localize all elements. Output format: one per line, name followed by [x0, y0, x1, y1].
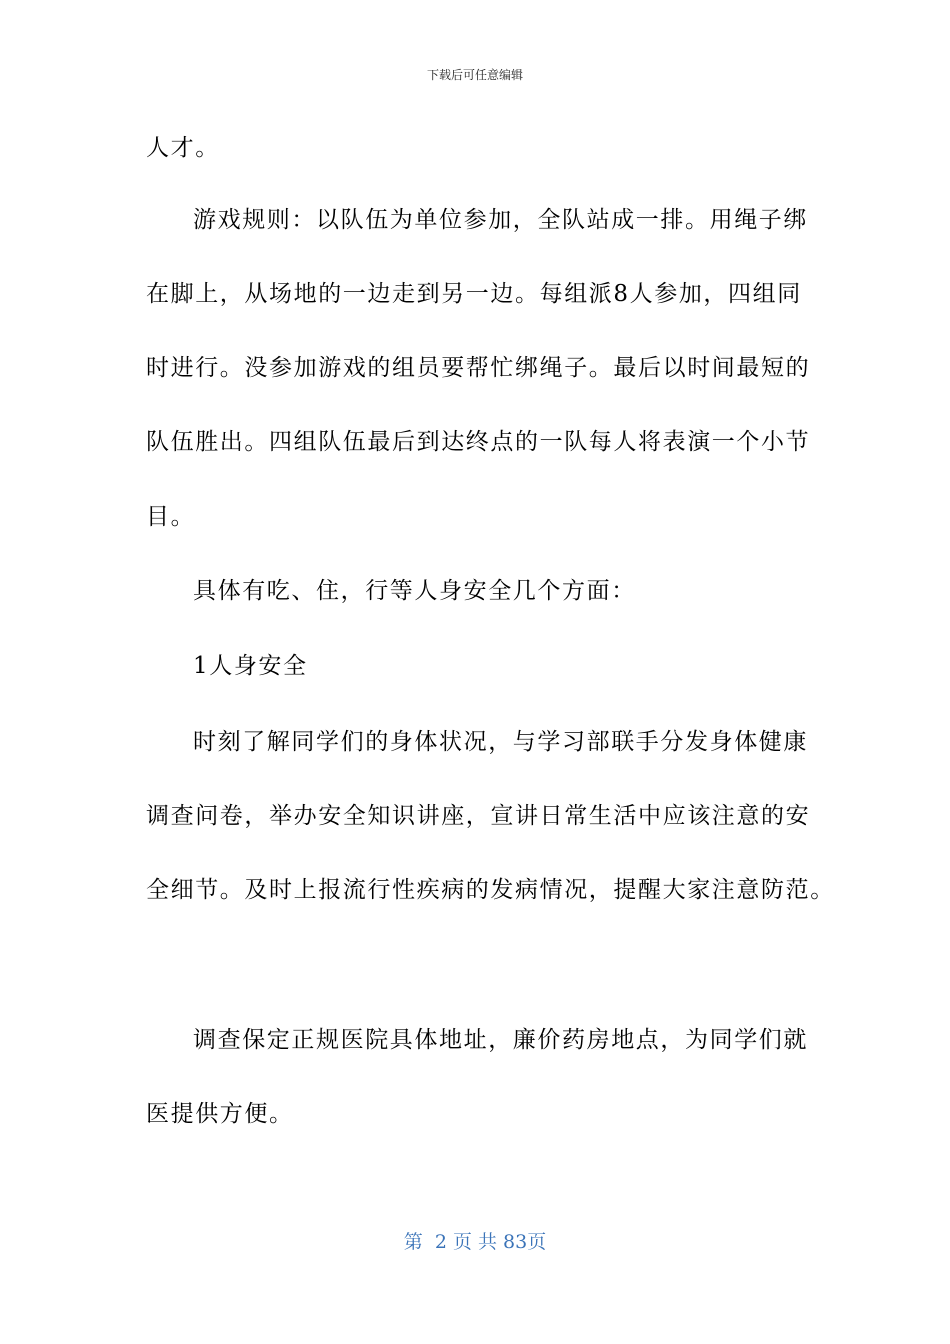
body-line: 在脚上，从场地的一边走到另一边。每组派8人参加，四组同 [146, 281, 802, 307]
body-line: 队伍胜出。四组队伍最后到达终点的一队每人将表演一个小节 [146, 429, 811, 455]
body-line: 目。 [146, 504, 196, 530]
body-line: 调查问卷，举办安全知识讲座，宣讲日常生活中应该注意的安 [146, 803, 811, 829]
body-line: 医提供方便。 [146, 1101, 294, 1127]
body-line: 1人身安全 [193, 653, 308, 679]
body-line: 时进行。没参加游戏的组员要帮忙绑绳子。最后以时间最短的 [146, 355, 811, 381]
body-line: 时刻了解同学们的身体状况，与学习部联手分发身体健康 [193, 729, 808, 755]
page-number-footer: 第 2 页 共 83页 [403, 1231, 547, 1253]
body-line: 具体有吃、住，行等人身安全几个方面： [193, 578, 636, 604]
body-line: 调查保定正规医院具体地址，廉价药房地点，为同学们就 [193, 1027, 808, 1053]
body-line: 游戏规则：以队伍为单位参加，全队站成一排。用绳子绑 [193, 207, 808, 233]
body-line: 人才。 [146, 135, 220, 161]
page-header: 下载后可任意编辑 [426, 68, 523, 82]
body-line: 全细节。及时上报流行性疾病的发病情况，提醒大家注意防范。 [146, 877, 835, 903]
